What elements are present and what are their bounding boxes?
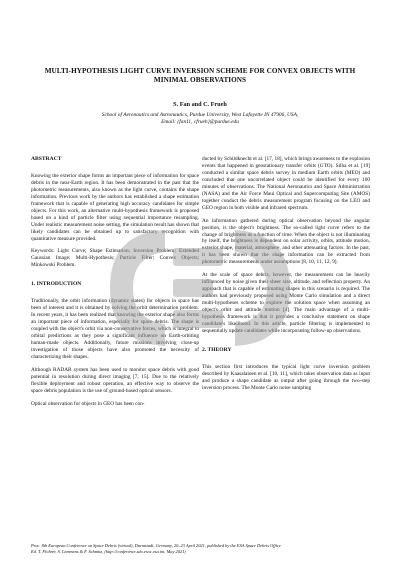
theory-paragraph-1: This section first introduces the typical light curve inversion problem described by Kaasalainen et al. [10, 11], which takes observation data as input and produce a shape candidate as output after going through the two-step inversion process. The Monte Carlo noise sampling — [202, 363, 370, 391]
footer-proceedings: Proc. 8th European Conference on Space Debris (virtual), Darmstadt, Germany, 20–23 April 2021, published by the ESA Space Debris Office — [31, 543, 281, 548]
intro-paragraph-3: Optical observation for objects in GEO has been con- — [31, 400, 145, 407]
email: Email: {fan11, cfrueh}@purdue.edu — [161, 119, 239, 125]
abstract-text: Knowing the exterior shape forms an important piece of information for space debris in the near-Earth region. It has been demonstrated in the past that the photometric measurements, also known as the light curve, contains the shape information. Previous work by the authors has established a shape estimation framework that is capable of generating high accuracy candidates for simple objects. For this work, an alternative multi-hypothesis framework is proposed based on a kind of particle filter using sequential importance resampling. Under realistic measurement noise setting, the simulation result has shown that likely candidates can be obtained up to satisfactory recognition with quantitative measure provided. — [31, 172, 199, 242]
page-footer — [31, 543, 371, 554]
abstract-heading: ABSTRACT — [31, 156, 62, 162]
paper-affiliation-block — [30, 112, 370, 126]
paper-authors: S. Fan and C. Frueh — [173, 101, 227, 108]
intro-paragraph-2: Although RADAR system has been used to monitor space debris with good potential in resolution during direct imaging [7, 15]. Due to the relatively flexible deployment and robust operation, an effective way to observe the space debris population is the use of ground-based optical sensors. — [31, 366, 199, 394]
right-paragraph-2: An information gathered during optical observation beyond the angular position, is the object's brightness. The so-called light curve refers to the change of brightness as a function of time. When the object is not illuminating by itself, the brightness is dependent on solar activity, orbits, attitude motion, exterior shape, material, atmosphere, and other attenuating factors. In the past, it has been shown that the shape information can be extracted from photometric measurements under assumptions [8, 10, 11, 12, 9]. — [202, 217, 370, 266]
footer-editors: Ed. T. Flohrer, S. Lemmens & F. Schmitz, (http://conference.sdo.esoc.esa.int, May 2021) — [31, 548, 186, 554]
right-paragraph-1: ducted by Schildknecht et al. [17, 18], which brings awareness to the explosion events that happened in geostationary transfer orbits (GTO). Silha et al. [19] conducted a similar space debris survey in medium Earth orbits (MEO) and concluded that one uncorrelated object could be identified for every 100 minutes of observations. The National Aeronautics and Space Administration (NASA) and the Air Force Maui Optical and Supercomputing Site (AMOS) together conduct the debris measurement program focusing on the LEO and GEO region in both visible and infrared spectrum. — [202, 156, 370, 211]
paper-title: MULTI-HYPOTHESIS LIGHT CURVE INVERSION SCHEME FOR CONVEX OBJECTS WITH MINIMAL OBSERVATIONS — [44, 67, 356, 85]
left-column — [31, 156, 199, 408]
affiliation: School of Aeronautics and Astronautics, Purdue University, West Lafayette IN 47906, USA, — [101, 112, 299, 118]
intro-paragraph-1: Traditionally, the orbit information (dynamic states) for objects in space has been of interest and it is obtained by solving the orbit determination problem. In recent years, it has been realized that knowing the exterior shape also forms an important piece of information, especially for space debris. The shape is coupled with the object's orbit via non-conservative forces, which is integral to orbital predictions as they pose a significant influence on Earth-orbiting human-made objects. Additionally, future missions involving close-up investigation of those objects have also promoted the necessity of characterizing their shapes. — [31, 298, 199, 360]
theory-heading: 2. THEORY — [202, 346, 232, 353]
right-paragraph-3: At the scale of space debris, however, the measurement can be heavily influenced by noise given their sheer size, altitude, and reflection property. An approach that is capable of estimating shapes in this scenario is required. The authors had previously proposed using Monte Carlo simulation and a direct multi-hypotheses scheme to explore the solution space when assuming an object's orbit and attitude motion [4]. The main advantage of a multi-hypothesis framework is that it provides a conclusive statement on shape candidate's likelihood. In this article, particle filtering is implemented to sequentially update candidates while incorporating follow-up observations. — [202, 272, 370, 334]
right-column — [202, 156, 370, 392]
keywords: Keywords: Light Curve; Shape Estimation; Inversion Problem; Extended Gaussian Image; Multi-Hypothesis; Particle Filter; Convex Objects; Minkowski Problem. — [31, 248, 199, 269]
introduction-heading: 1. INTRODUCTION — [31, 281, 82, 288]
